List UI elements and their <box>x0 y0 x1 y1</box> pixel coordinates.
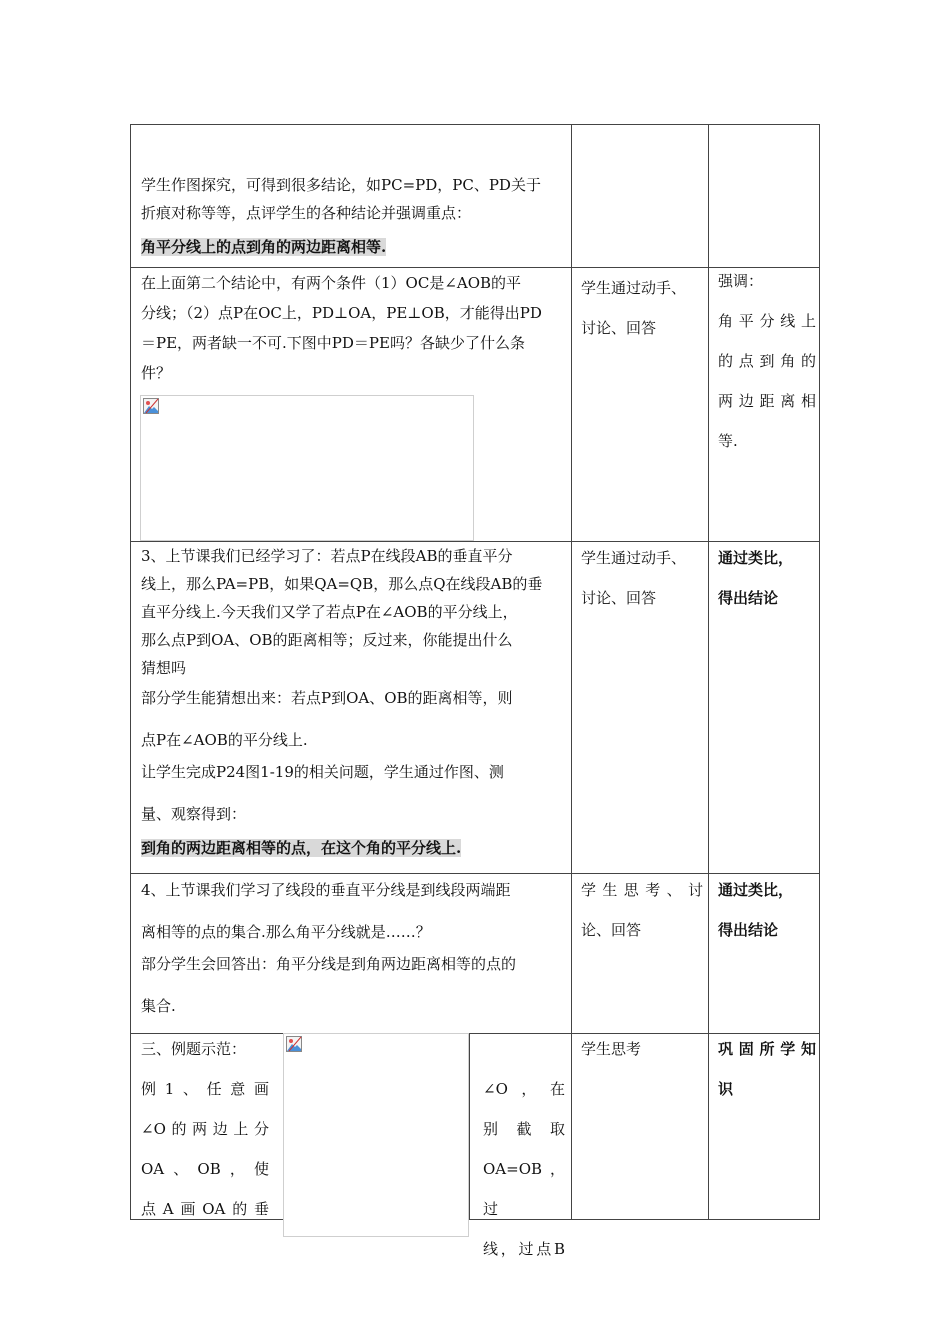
text-line: 线上，那么PA=PB，如果QA=QB，那么点Q在线段AB的垂 <box>141 575 543 593</box>
text-line: 直平分线上.今天我们又学了若点P在∠AOB的平分线上， <box>141 603 518 621</box>
key-conclusion: 角平分线上的点到角的两边距离相等. <box>141 238 387 256</box>
row4-student-activity <box>581 870 703 950</box>
inner-column-divider <box>469 1034 470 1219</box>
text-line: 离相等的点的集合.那么角平分线就是……？ <box>141 923 431 941</box>
text-line: 例1、任意画 <box>141 1080 269 1098</box>
broken-image-icon <box>286 1036 302 1052</box>
text-line: OA、OB，使 <box>141 1160 269 1178</box>
text-line: 部分学生能猜想出来：若点P到OA、OB的距离相等，则 <box>141 689 513 707</box>
text-line: 强调： <box>718 272 764 290</box>
row2-design-intent <box>718 261 816 461</box>
broken-image-icon <box>143 398 159 414</box>
text-line: 别截取 <box>483 1120 565 1138</box>
text-line: 部分学生会回答出：角平分线是到角两边距离相等的点的 <box>141 955 517 973</box>
text-line: 角平分线上 <box>718 312 816 330</box>
text-line: 通过类比， <box>718 881 794 899</box>
text-line: 学生通过动手、 <box>581 279 687 297</box>
text-line: 等. <box>718 432 738 450</box>
text-line: 集合. <box>141 997 176 1015</box>
text-line: 线，过点B <box>483 1240 565 1258</box>
text-line: 3、上节课我们已经学习了：若点P在线段AB的垂直平分 <box>141 547 513 565</box>
text-line: 学生思考、讨 <box>581 881 703 899</box>
row5-content-right <box>483 1069 565 1269</box>
lesson-table <box>130 124 820 1258</box>
text-line: 折痕对称等等，点评学生的各种结论并强调重点： <box>141 204 472 222</box>
text-line: 学生思考 <box>581 1040 642 1058</box>
text-line: 学生通过动手、 <box>581 549 687 567</box>
text-line: 让学生完成P24图1-19的相关问题，学生通过作图、测 <box>141 763 504 781</box>
text-line: 那么点P到OA、OB的距离相等；反过来，你能提出什么 <box>141 631 513 649</box>
text-line: ∠O的两边上分 <box>141 1120 269 1138</box>
text-line: 学生作图探究，可得到很多结论，如PC=PD，PC、PD关于 <box>141 176 541 194</box>
row5-content-left <box>141 1029 269 1229</box>
text-line: 通过类比， <box>718 549 794 567</box>
row3-student-activity <box>581 538 706 618</box>
row3-design-intent <box>718 538 816 618</box>
text-line: 猜想吗 <box>141 659 187 677</box>
row4-design-intent <box>718 870 816 950</box>
text-line: ＝PE，两者缺一不可.下图中PD＝PE吗？各缺少了什么条 <box>141 334 525 352</box>
text-line: 量、观察得到： <box>141 805 247 823</box>
text-line: OA=OB，过 <box>483 1160 565 1218</box>
key-conclusion: 到角的两边距离相等的点，在这个角的平分线上. <box>141 839 462 857</box>
text-line: 识 <box>718 1080 734 1098</box>
text-line: 得出结论 <box>718 589 779 607</box>
row3-content <box>141 542 566 862</box>
row2-student-activity <box>581 268 706 348</box>
row5-student-activity <box>581 1029 706 1069</box>
figure-placeholder <box>283 1033 469 1237</box>
text-line: 点A画OA的垂 <box>141 1200 269 1218</box>
text-line: 的点到角的 <box>718 352 816 370</box>
text-line: 讨论、回答 <box>581 319 657 337</box>
text-line: 讨论、回答 <box>581 589 657 607</box>
text-line: 件？ <box>141 364 172 382</box>
text-line: 三、例题示范： <box>141 1040 247 1058</box>
text-line: 得出结论 <box>718 921 779 939</box>
text-line: ∠O，在 <box>483 1080 565 1098</box>
column-divider <box>708 125 709 1219</box>
text-line: 巩固所学知 <box>718 1040 816 1058</box>
row4-content <box>141 874 566 1020</box>
column-divider <box>571 125 572 1219</box>
text-line: 点P在∠AOB的平分线上. <box>141 731 308 749</box>
figure-placeholder <box>140 395 474 541</box>
text-line: 分线；（2）点P在OC上，PD⊥OA，PE⊥OB，才能得出PD <box>141 304 542 322</box>
row1-content <box>141 171 566 261</box>
row2-content <box>141 268 566 388</box>
row5-design-intent <box>718 1029 816 1109</box>
text-line: 两边距离相 <box>718 392 816 410</box>
text-line: 论、回答 <box>581 921 642 939</box>
text-line: 在上面第二个结论中，有两个条件（1）OC是∠AOB的平 <box>141 274 522 292</box>
text-line: 4、上节课我们学习了线段的垂直平分线是到线段两端距 <box>141 881 511 899</box>
